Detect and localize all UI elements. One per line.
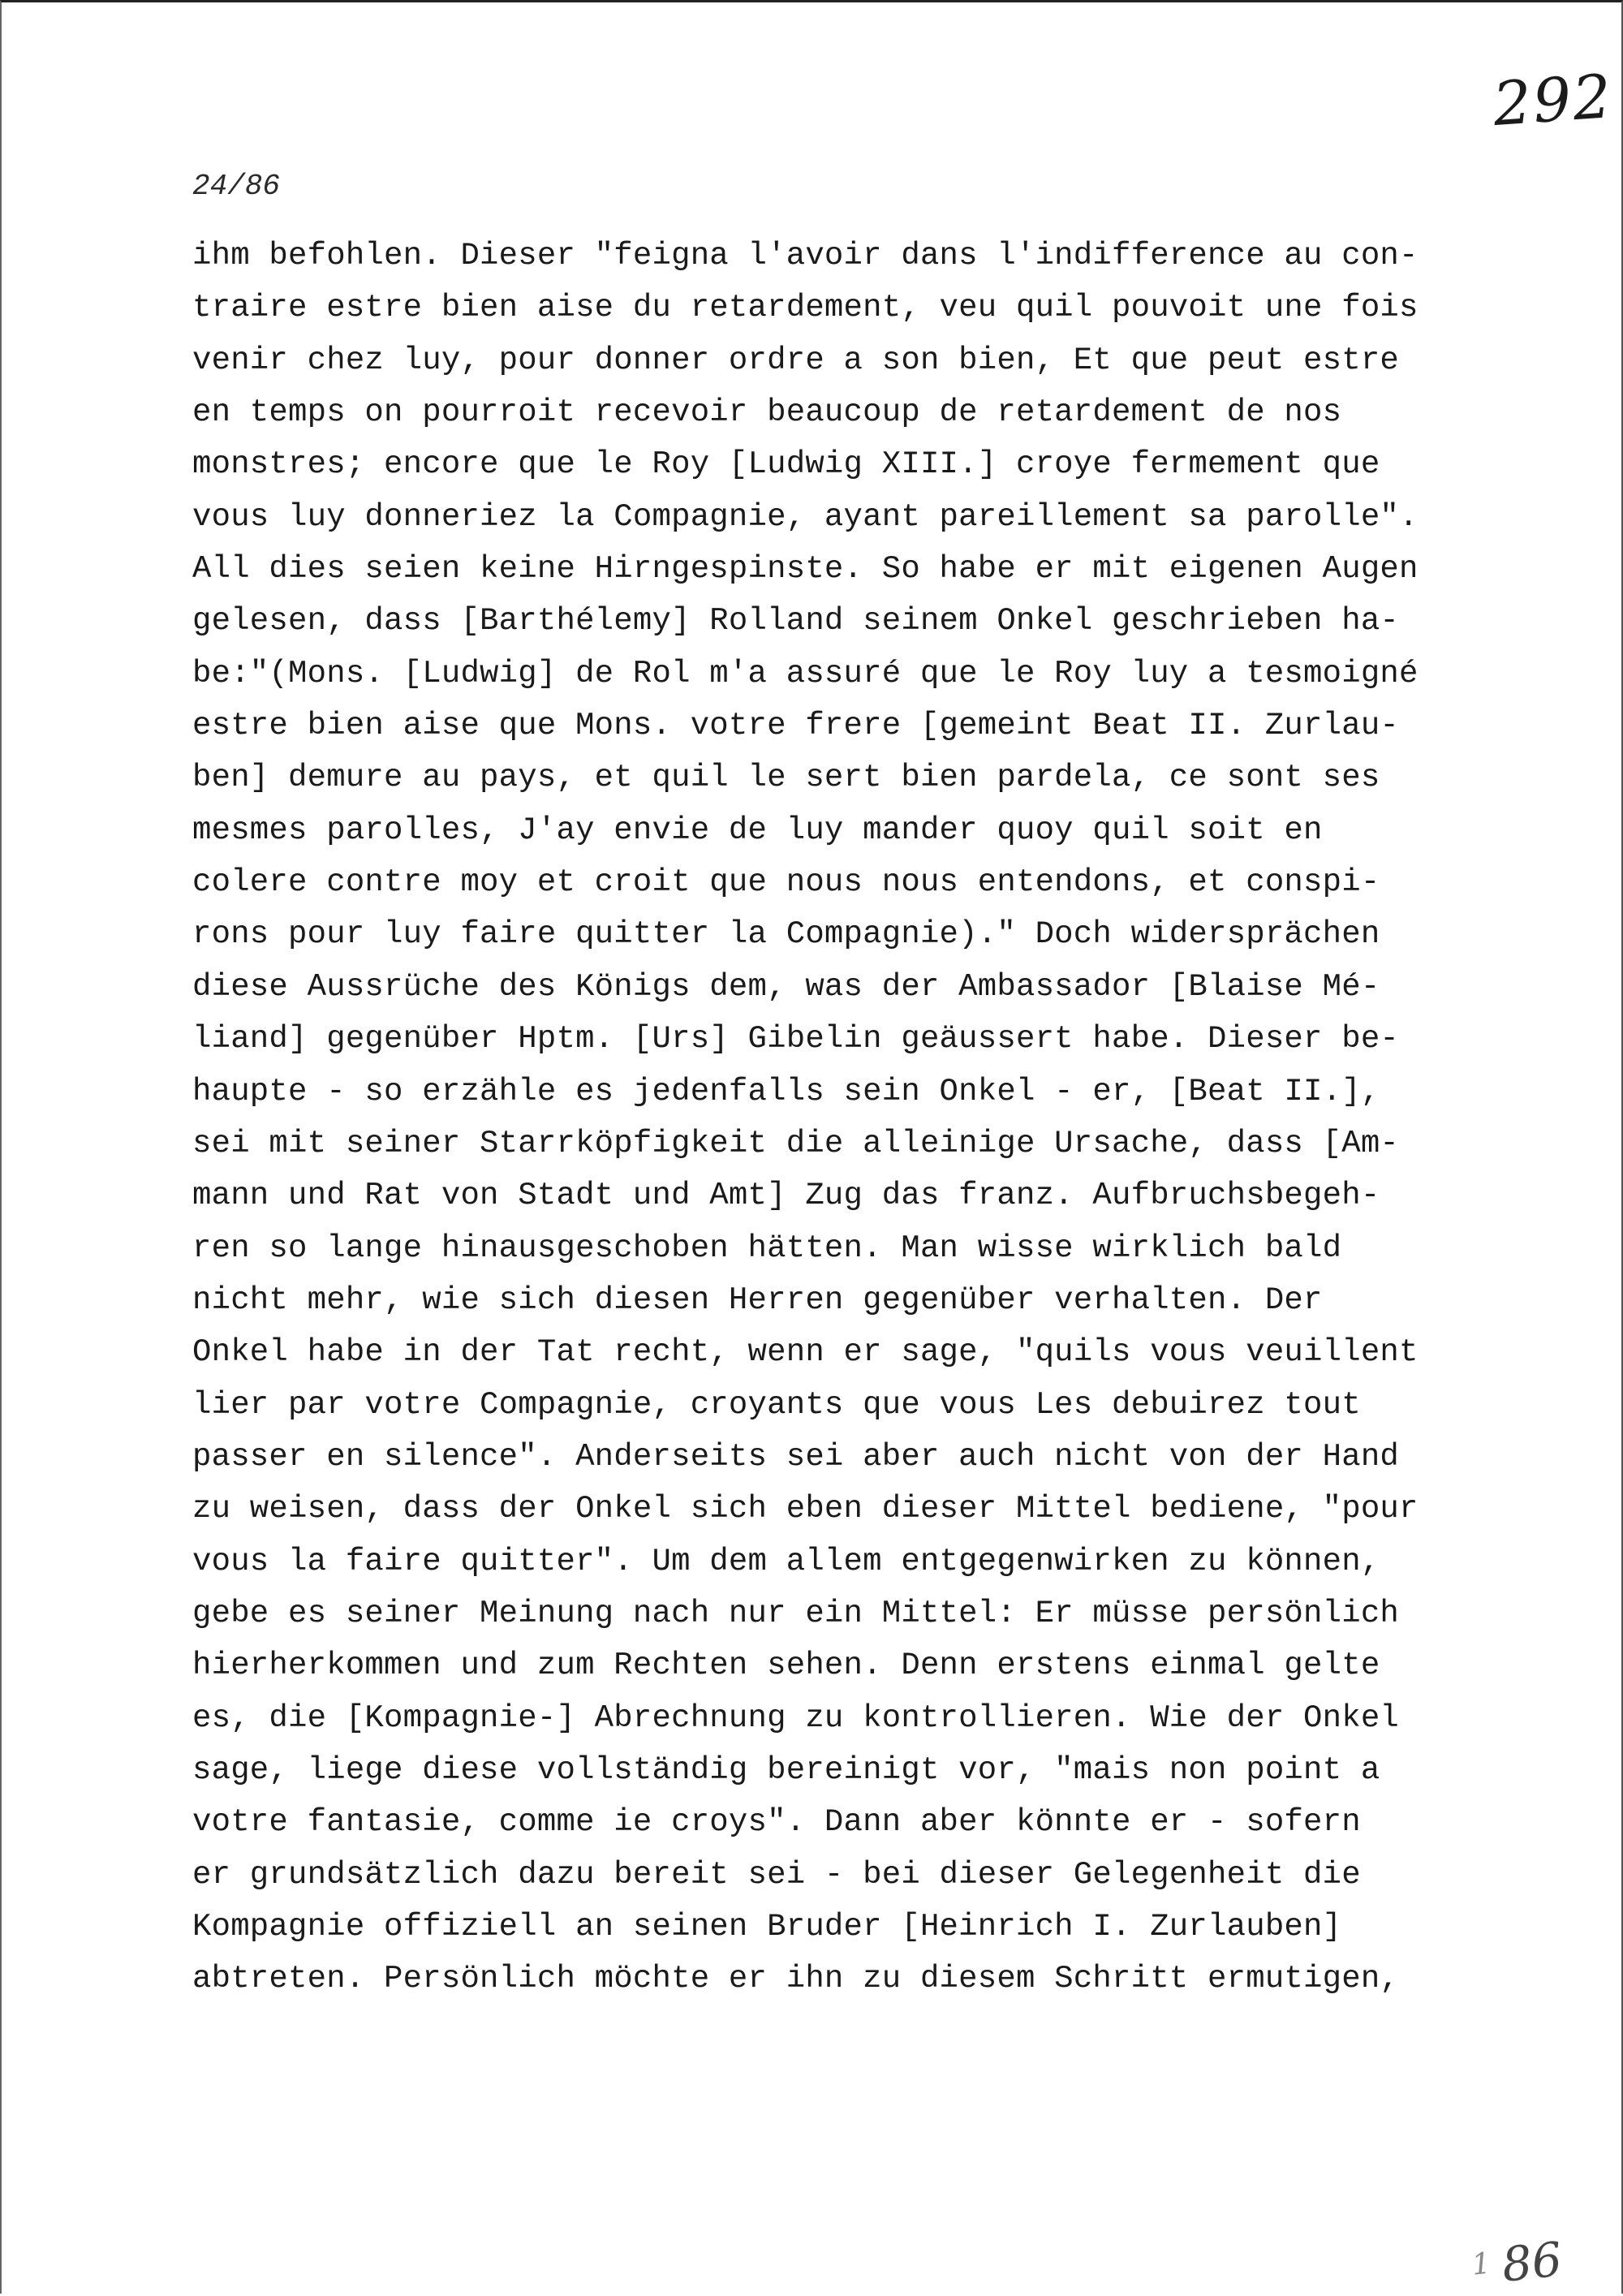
text-line: diese Aussrüche des Königs dem, was der Ambassador [Blaise Mé- (192, 968, 1380, 1005)
text-line: liand] gegenüber Hptm. [Urs] Gibelin geäussert habe. Dieser be- (192, 1021, 1400, 1058)
text-line: ben] demure au pays, et quil le sert bien pardela, ce sont ses (192, 760, 1380, 796)
text-line: Onkel habe in der Tat recht, wenn er sage, "quils vous veuillent (192, 1334, 1419, 1371)
text-line: gelesen, dass [Barthélemy] Rolland seinem Onkel geschrieben ha- (192, 603, 1400, 640)
text-line: colere contre moy et croit que nous nous entendons, et conspi- (192, 864, 1380, 901)
text-line: mesmes parolles, J'ay envie de luy mander quoy quil soit en (192, 812, 1323, 848)
archive-mark-prefix: 1 (1470, 2246, 1492, 2282)
text-line: monstres; encore que le Roy [Ludwig XIII.] croye fermement que (192, 446, 1380, 483)
text-line: nicht mehr, wie sich diesen Herren gegenüber verhalten. Der (192, 1282, 1323, 1318)
text-line: sage, liege diese vollständig bereinigt vor, "mais non point a (192, 1751, 1380, 1788)
text-line: mann und Rat von Stadt und Amt] Zug das franz. Aufbruchsbegeh- (192, 1178, 1380, 1214)
text-line: vous la faire quitter". Um dem allem entgegenwirken zu können, (192, 1543, 1380, 1579)
text-line: en temps on pourroit recevoir beaucoup de retardement de nos (192, 394, 1342, 431)
text-line: abtreten. Persönlich möchte er ihn zu diesem Schritt ermutigen, (192, 1961, 1400, 1997)
text-line: lier par votre Compagnie, croyants que vous Les debuirez tout (192, 1386, 1361, 1423)
text-line: venir chez luy, pour donner ordre a son bien, Et que peut estre (192, 342, 1400, 378)
text-line: sei mit seiner Starrköpfigkeit die alleinige Ursache, dass [Am- (192, 1125, 1400, 1161)
text-line: ren so lange hinausgeschoben hätten. Man wisse wirklich bald (192, 1230, 1342, 1266)
text-line: Kompagnie offiziell an seinen Bruder [Heinrich I. Zurlauben] (192, 1909, 1342, 1945)
text-line: traire estre bien aise du retardement, veu quil pouvoit une fois (192, 290, 1419, 326)
text-line: passer en silence". Anderseits sei aber auch nicht von der Hand (192, 1438, 1400, 1475)
text-line: estre bien aise que Mons. votre frere [gemeint Beat II. Zurlau- (192, 708, 1400, 744)
text-line: vous luy donneriez la Compagnie, ayant pareillement sa parolle". (192, 498, 1419, 535)
text-line: er grundsätzlich dazu bereit sei - bei dieser Gelegenheit die (192, 1856, 1361, 1893)
text-line: ihm befohlen. Dieser "feigna l'avoir dans l'indifference au con- (192, 238, 1419, 274)
text-line: gebe es seiner Meinung nach nur ein Mittel: Er müsse persönlich (192, 1595, 1400, 1631)
text-line: votre fantasie, comme ie croys". Dann aber könnte er - sofern (192, 1804, 1361, 1841)
handwritten-folio-number: 292 (1491, 61, 1616, 140)
text-line: zu weisen, dass der Onkel sich eben dieser Mittel bediene, "pour (192, 1491, 1419, 1527)
text-line: haupte - so erzähle es jedenfalls sein Onkel - er, [Beat II.], (192, 1073, 1380, 1109)
document-reference: 24/86 (192, 170, 281, 203)
typewritten-body-text (192, 230, 1491, 2005)
handwritten-archive-mark (1470, 2231, 1565, 2295)
archive-mark-number: 86 (1499, 2231, 1565, 2293)
text-line: hierherkommen und zum Rechten sehen. Denn erstens einmal gelte (192, 1648, 1380, 1684)
text-line: rons pour luy faire quitter la Compagnie)." Doch widersprächen (192, 916, 1380, 953)
text-line: es, die [Kompagnie-] Abrechnung zu kontrollieren. Wie der Onkel (192, 1699, 1400, 1736)
text-line: All dies seien keine Hirngespinste. So habe er mit eigenen Augen (192, 551, 1419, 588)
text-line: be:"(Mons. [Ludwig] de Rol m'a assuré que le Roy luy a tesmoigné (192, 655, 1419, 691)
